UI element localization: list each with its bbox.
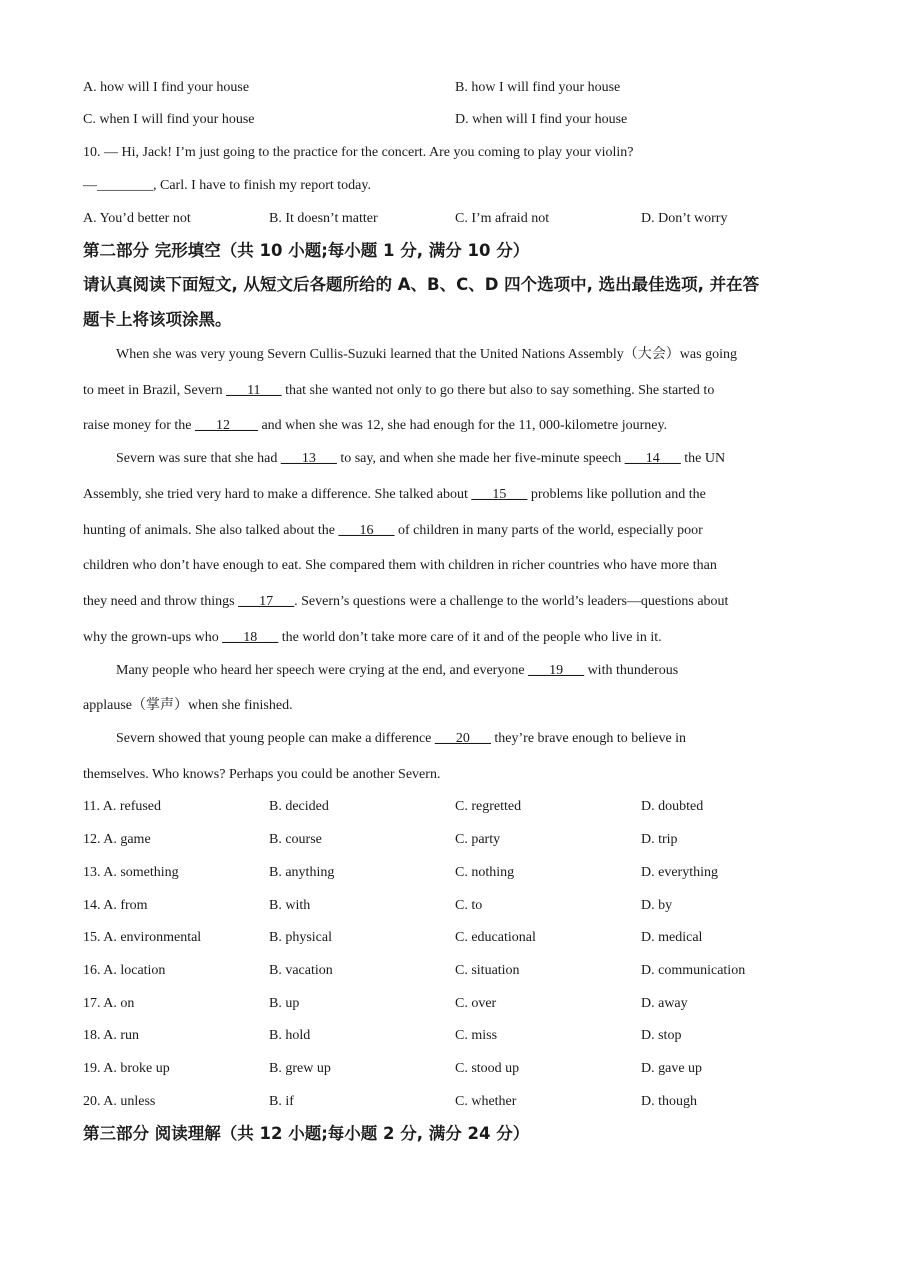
option-16-c: C. situation	[455, 963, 520, 978]
text-run: with thunderous	[584, 663, 679, 678]
part3-heading: 第三部分 阅读理解（共 12 小题;每小题 2 分, 满分 24 分）	[83, 1124, 530, 1143]
q10-option-b: B. It doesn’t matter	[269, 211, 378, 226]
option-18-a: 18. A. run	[83, 1028, 139, 1043]
passage-line-6	[83, 522, 703, 540]
passage-line-2	[83, 382, 714, 400]
text-run: to say, and when she made her five-minute speech	[336, 451, 625, 466]
text-run: the world don’t take more care of it and of the people who live in it.	[278, 630, 662, 645]
part2-instruction-line2: 题卡上将该项涂黑。	[83, 310, 232, 329]
part2-instruction-line1: 请认真阅读下面短文, 从短文后各题所给的 A、B、C、D 四个选项中, 选出最佳选项, 并在答	[83, 275, 760, 294]
option-16-a: 16. A. location	[83, 963, 166, 978]
option-15-a: 15. A. environmental	[83, 930, 202, 945]
text-run: . Severn’s questions were a challenge to the world’s leaders—questions about	[294, 594, 729, 609]
part2-heading: 第二部分 完形填空（共 10 小题;每小题 1 分, 满分 10 分）	[83, 241, 530, 260]
q10-option-d: D. Don’t worry	[641, 211, 728, 226]
option-20-d: D. though	[641, 1094, 697, 1109]
text-run: raise money for the	[83, 418, 195, 433]
blank-11: ___11___	[226, 383, 282, 398]
option-14-b: B. with	[269, 898, 311, 913]
option-17-d: D. away	[641, 996, 688, 1011]
text-run: to meet in Brazil, Severn	[83, 383, 227, 398]
option-18-b: B. hold	[269, 1028, 311, 1043]
option-19-a: 19. A. broke up	[83, 1061, 170, 1076]
passage-line-4	[116, 450, 725, 468]
option-15-d: D. medical	[641, 930, 703, 945]
option-16-b: B. vacation	[269, 963, 333, 978]
q10-reply	[83, 177, 371, 195]
text-run: why the grown-ups who	[83, 630, 223, 645]
blank-18: ___18___	[222, 630, 279, 645]
blank-19: ___19___	[528, 663, 585, 678]
text-run: problems like pollution and the	[527, 487, 706, 502]
text-run: they’re brave enough to believe in	[490, 731, 687, 746]
option-14-c: C. to	[455, 898, 483, 913]
q10-stem: 10. — Hi, Jack! I’m just going to the practice for the concert. Are you coming to play your violin?	[83, 145, 634, 160]
option-17-c: C. over	[455, 996, 497, 1011]
option-19-b: B. grew up	[269, 1061, 331, 1076]
blank-17: ___17___	[238, 594, 295, 609]
text-run: Severn was sure that she had	[116, 451, 281, 466]
passage-line-5	[83, 486, 706, 504]
blank-12: ___12____	[194, 418, 258, 433]
option-11-c: C. regretted	[455, 799, 522, 814]
passage-line-7: children who don’t have enough to eat. She compared them with children in richer countries who have more than	[83, 558, 717, 573]
text-run: of children in many parts of the world, especially poor	[394, 523, 703, 538]
option-14-d: D. by	[641, 898, 673, 913]
q10-option-c: C. I’m afraid not	[455, 211, 550, 226]
option-12-d: D. trip	[641, 832, 678, 847]
option-18-c: C. miss	[455, 1028, 498, 1043]
option-12-c: C. party	[455, 832, 501, 847]
option-11-b: B. decided	[269, 799, 329, 814]
option-15-b: B. physical	[269, 930, 332, 945]
q10-reply-rest: , Carl. I have to finish my report today.	[153, 178, 371, 193]
option-12-b: B. course	[269, 832, 322, 847]
passage-line-8	[83, 593, 728, 611]
option-20-b: B. if	[269, 1094, 294, 1109]
option-20-c: C. whether	[455, 1094, 517, 1109]
text-run: Severn showed that young people can make a difference	[116, 731, 435, 746]
option-19-c: C. stood up	[455, 1061, 520, 1076]
option-16-d: D. communication	[641, 963, 746, 978]
option-19-d: D. gave up	[641, 1061, 703, 1076]
q10-option-a: A. You’d better not	[83, 211, 191, 226]
q10-reply-blank: ________	[97, 178, 153, 193]
text-run: they need and throw things	[83, 594, 239, 609]
option-13-a: 13. A. something	[83, 865, 179, 880]
blank-13: ___13___	[280, 451, 337, 466]
option-13-d: D. everything	[641, 865, 718, 880]
passage-line-1: When she was very young Severn Cullis-Suzuki learned that the United Nations Assembly（大会）was going	[116, 347, 737, 362]
passage-line-12	[116, 730, 686, 748]
text-run: Assembly, she tried very hard to make a difference. She talked about	[83, 487, 472, 502]
passage-line-13: themselves. Who knows? Perhaps you could be another Severn.	[83, 767, 441, 782]
blank-15: ___15___	[471, 487, 528, 502]
q9-option-b: B. how I will find your house	[455, 80, 621, 95]
text-run: hunting of animals. She also talked about the	[83, 523, 339, 538]
q9-option-c: C. when I will find your house	[83, 112, 255, 127]
q9-option-a: A. how will I find your house	[83, 80, 250, 95]
passage-line-10	[116, 662, 678, 680]
option-17-a: 17. A. on	[83, 996, 135, 1011]
text-run: and when she was 12, she had enough for the 11, 000-kilometre journey.	[257, 418, 668, 433]
option-20-a: 20. A. unless	[83, 1094, 156, 1109]
passage-line-3	[83, 417, 667, 435]
blank-16: ___16___	[338, 523, 395, 538]
option-17-b: B. up	[269, 996, 300, 1011]
passage-line-9	[83, 629, 662, 647]
blank-20: ___20___	[434, 731, 491, 746]
option-12-a: 12. A. game	[83, 832, 151, 847]
option-14-a: 14. A. from	[83, 898, 148, 913]
q10-reply-dash: —	[83, 178, 97, 193]
option-13-b: B. anything	[269, 865, 335, 880]
passage-line-11: applause（掌声）when she finished.	[83, 698, 293, 713]
q9-option-d: D. when will I find your house	[455, 112, 628, 127]
option-15-c: C. educational	[455, 930, 536, 945]
text-run: Many people who heard her speech were crying at the end, and everyone	[116, 663, 529, 678]
text-run: the UN	[680, 451, 726, 466]
option-11-d: D. doubted	[641, 799, 704, 814]
option-18-d: D. stop	[641, 1028, 682, 1043]
option-13-c: C. nothing	[455, 865, 515, 880]
text-run: that she wanted not only to go there but also to say something. She started to	[281, 383, 715, 398]
option-11-a: 11. A. refused	[83, 799, 162, 814]
blank-14: ___14___	[624, 451, 681, 466]
